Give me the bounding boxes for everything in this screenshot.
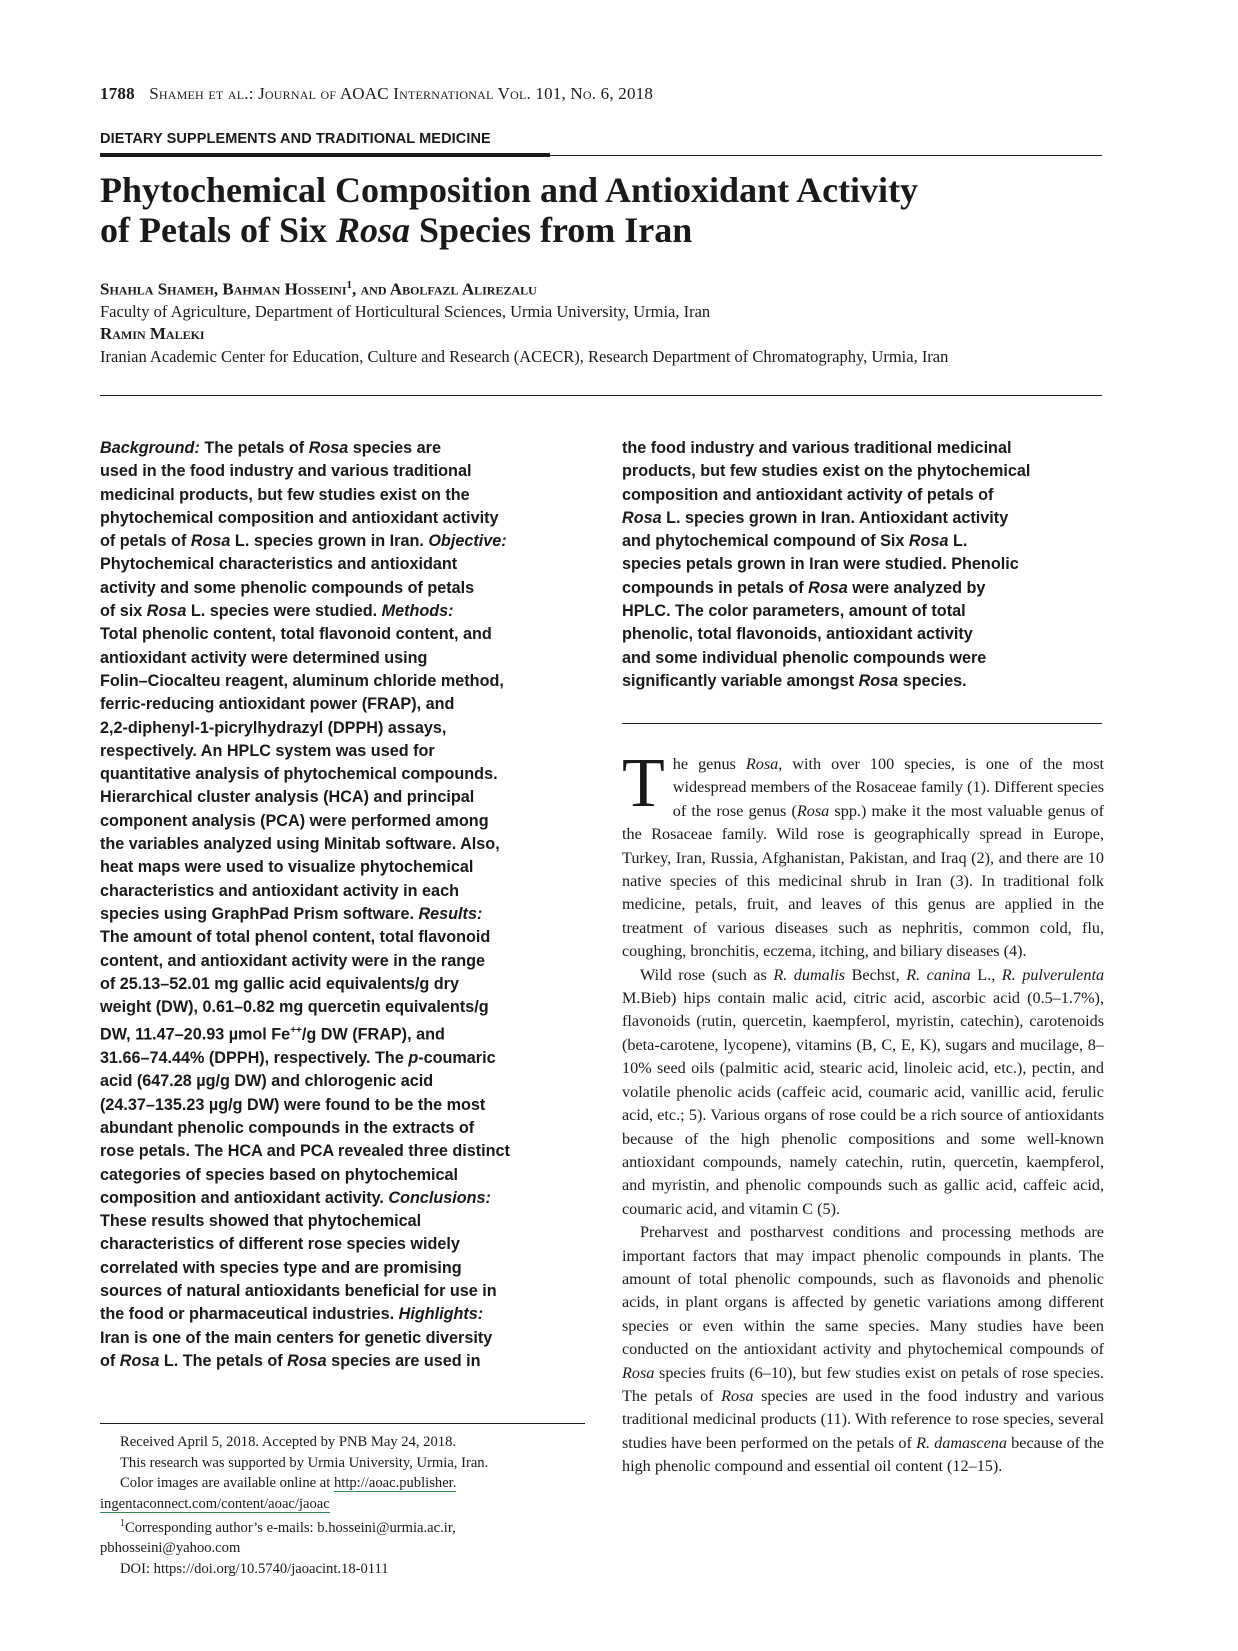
footnotes xyxy=(100,1432,590,1579)
abstract-line: antioxidant activity were determined using xyxy=(100,648,428,667)
abstract-line: The amount of total phenol content, total flavonoid xyxy=(100,928,491,947)
abstract-line: phytochemical composition and antioxidant activity xyxy=(100,508,499,527)
corresponding-note: $^1$Corresponding author’s e-mails: b.hosseini@urmia.ac.ir, xyxy=(120,1518,456,1536)
abstract-line: species using GraphPad Prism software. Results: xyxy=(100,904,483,923)
abstract-line: Total phenolic content, total flavonoid content, and xyxy=(100,625,492,644)
abstract-line: quantitative analysis of phytochemical compounds. xyxy=(100,765,498,784)
author-group-1: Shahla Shameh, Bahman Hosseini$^1$, and Abolfazl Alirezalu xyxy=(100,279,537,299)
abstract-line: Phytochemical characteristics and antioxidant xyxy=(100,555,458,574)
abstract-line: Folin–Ciocalteu reagent, aluminum chloride method, xyxy=(100,671,504,690)
doi-note[interactable]: DOI: https://doi.org/10.5740/jaoacint.18-0111 xyxy=(120,1560,389,1577)
abstract-line: HPLC. The color parameters, amount of total xyxy=(622,602,966,621)
abstract-line: and some individual phenolic compounds were xyxy=(622,648,987,667)
abstract-line: composition and antioxidant activity. Conclusions: xyxy=(100,1188,491,1207)
color-images-link[interactable]: http://aoac.publisher. xyxy=(333,1475,457,1491)
abstract-line: composition and antioxidant activity of petals of xyxy=(622,485,994,504)
title-line-1: Phytochemical Composition and Antioxidant Activity xyxy=(100,170,919,210)
abstract-line: Hierarchical cluster analysis (HCA) and principal xyxy=(100,788,475,807)
abstract-line: These results showed that phytochemical xyxy=(100,1212,422,1231)
author-group-2: Ramin Maleki xyxy=(100,324,205,343)
abstract-line: rose petals. The HCA and PCA revealed three distinct xyxy=(100,1142,510,1161)
section-rule-thin xyxy=(550,155,1102,156)
abstract-line: and phytochemical compound of Six Rosa L. xyxy=(622,532,968,551)
abstract-line: the variables analyzed using Minitab software. Also, xyxy=(100,835,500,854)
abstract-line: medicinal products, but few studies exist on the xyxy=(100,485,470,504)
abstract-line: characteristics and antioxidant activity in each xyxy=(100,881,459,900)
abstract-line: heat maps were used to visualize phytochemical xyxy=(100,858,474,877)
abstract-line: of petals of Rosa L. species grown in Iran. Objective: xyxy=(100,532,507,551)
abstract-line: of 25.13–52.01 mg gallic acid equivalents/g dry xyxy=(100,974,459,993)
footnote-rule xyxy=(100,1423,585,1424)
abstract-line: (24.37–135.23 µg/g DW) were found to be the most xyxy=(100,1095,486,1114)
abstract-line: of Rosa L. The petals of Rosa species are used in xyxy=(100,1351,481,1370)
abstract-line: correlated with species type and are promising xyxy=(100,1258,462,1277)
abstract-end-rule xyxy=(622,723,1102,724)
received-note: Received April 5, 2018. Accepted by PNB May 24, 2018. xyxy=(120,1434,457,1450)
section-label: DIETARY SUPPLEMENTS AND TRADITIONAL MEDICINE xyxy=(100,131,491,147)
abstract-line: acid (647.28 µg/g DW) and chlorogenic acid xyxy=(100,1072,434,1091)
color-note-cont xyxy=(100,1494,590,1515)
abstract-line: used in the food industry and various traditional xyxy=(100,462,472,481)
abstract-line: the food or pharmaceutical industries. Highlights: xyxy=(100,1305,484,1324)
abstract-line: Background: The petals of Rosa species are xyxy=(100,439,441,457)
color-note: Color images are available online at http://aoac.publisher. xyxy=(120,1475,457,1491)
abstract-line: sources of natural antioxidants beneficial for use in xyxy=(100,1282,497,1301)
color-images-link-cont[interactable]: ingentaconnect.com/content/aoac/jaoac xyxy=(100,1495,330,1512)
abstract-line: products, but few studies exist on the phytochemical xyxy=(622,462,1031,481)
abstract-line: abundant phenolic compounds in the extracts of xyxy=(100,1119,475,1137)
abstract-line: activity and some phenolic compounds of petals xyxy=(100,578,475,597)
abstract-line: significantly variable amongst Rosa species. xyxy=(622,671,967,690)
abstract-line: species petals grown in Iran were studied. Phenolic xyxy=(622,555,1019,574)
section-rule xyxy=(100,153,550,157)
abstract-line: Rosa L. species grown in Iran. Antioxidant activity xyxy=(622,508,1009,527)
abstract-left-column xyxy=(100,437,590,1373)
abstract-line: component analysis (PCA) were performed among xyxy=(100,811,489,830)
drop-cap: T xyxy=(622,745,665,822)
corresponding-email-2[interactable]: pbhosseini@yahoo.com xyxy=(100,1540,241,1557)
page-number: 1788 xyxy=(100,84,135,103)
article-title xyxy=(100,170,1100,250)
abstract-line: 2,2-diphenyl-1-picrylhydrazyl (DPPH) assays, xyxy=(100,718,447,737)
abstract-line: compounds in petals of Rosa were analyzed by xyxy=(622,578,986,597)
affiliation-1: Faculty of Agriculture, Department of Horticultural Sciences, Urmia University, Urmia, Iran xyxy=(100,302,711,321)
body-paragraph-1: The genus Rosa, with over 100 species, is one of the most widespread members of the Rosaceae family (1). Different species of the rose genus (Rosa spp.) make it the most valuable genus of the Rosaceae family. Wild rose is geographically spread in Europe, Turkey, Iran, Russia, Afghanistan, Pakistan, and Iraq (2), and there are 10 native species of this medicinal shrub in Iran (3). In traditional folk medicine, petals, fruit, and leaves of this genus are applied in the treatment of various diseases such as nephritis, common cold, flu, coughing, bronchitis, eczema, itching, and biliary diseases (4). xyxy=(622,745,1104,961)
abstract-line: weight (DW), 0.61–0.82 mg quercetin equivalents/g xyxy=(100,998,489,1017)
abstract-line: 31.66–74.44% (DPPH), respectively. The p-coumaric xyxy=(100,1049,496,1068)
abstract-right-column xyxy=(622,437,1107,693)
affiliation-2: Iranian Academic Center for Education, Culture and Research (ACECR), Research Department of Chromatography, Urmia, Iran xyxy=(100,347,949,366)
support-note: This research was supported by Urmia University, Urmia, Iran. xyxy=(120,1454,489,1471)
body-paragraph-3: Preharvest and postharvest conditions and processing methods are important factors that may impact phenolic compounds in plants. The amount of total phenolic compounds, such as flavonoids and phenolic acids, in plant organs is affected by genetic variations among different species or even within the same species. Many studies have been conducted on the antioxidant activity and phytochemical compounds of Rosa species fruits (6–10), but few studies exist on petals of rose species. The petals of Rosa species are used in the food industry and various traditional medicinal products (11). With reference to rose species, several studies have been performed on the petals of R. damascena because of the high phenolic compound and essential oil content (12–15). xyxy=(622,1223,1104,1476)
header-rule xyxy=(100,395,1102,396)
abstract-line: respectively. An HPLC system was used for xyxy=(100,741,435,760)
abstract-line: DW, 11.47–20.93 µmol Fe++/g DW (FRAP), and xyxy=(100,1025,445,1044)
title-line-2: of Petals of Six Rosa Species from Iran xyxy=(100,210,693,250)
running-head xyxy=(100,84,653,104)
abstract-line: the food industry and various traditional medicinal xyxy=(622,439,1012,457)
abstract-line: characteristics of different rose species widely xyxy=(100,1235,460,1254)
abstract-line: Iran is one of the main centers for genetic diversity xyxy=(100,1328,493,1347)
abstract-line: ferric-reducing antioxidant power (FRAP), and xyxy=(100,695,455,714)
body-text xyxy=(622,745,1105,1479)
abstract-line: of six Rosa L. species were studied. Methods: xyxy=(100,602,454,621)
journal-line: Shameh et al.: Journal of AOAC International Vol. 101, No. 6, 2018 xyxy=(149,84,654,103)
abstract-line: categories of species based on phytochemical xyxy=(100,1165,459,1184)
body-paragraph-2: Wild rose (such as R. dumalis Bechst, R. canina L., R. pulverulenta M.Bieb) hips contain malic acid, citric acid, ascorbic acid (0.5–1.7%), flavonoids (rutin, quercetin, kaempferol, myristin, catechin), carotenoids (beta-carotene, lycopene), vitamins (B, C, E, K), sugars and mucilage, 8–10% seed oils (palmitic acid, stearic acid, linoleic acid, etc.), pectin, and volatile phenolic acids (caffeic acid, coumaric acid, vanillic acid, ferulic acid, etc.; 5). Various organs of rose could be a rich source of antioxidants because of the high phenolic compositions and some well-known antioxidant compounds, namely catechin, rutin, quercetin, kaempferol, and myristin, and phenolic compounds such as gallic acid, caffeic acid, coumaric acid, and vitamin C (5). xyxy=(622,965,1105,1218)
abstract-line: phenolic, total flavonoids, antioxidant activity xyxy=(622,625,973,644)
abstract-line: content, and antioxidant activity were in the range xyxy=(100,951,485,970)
